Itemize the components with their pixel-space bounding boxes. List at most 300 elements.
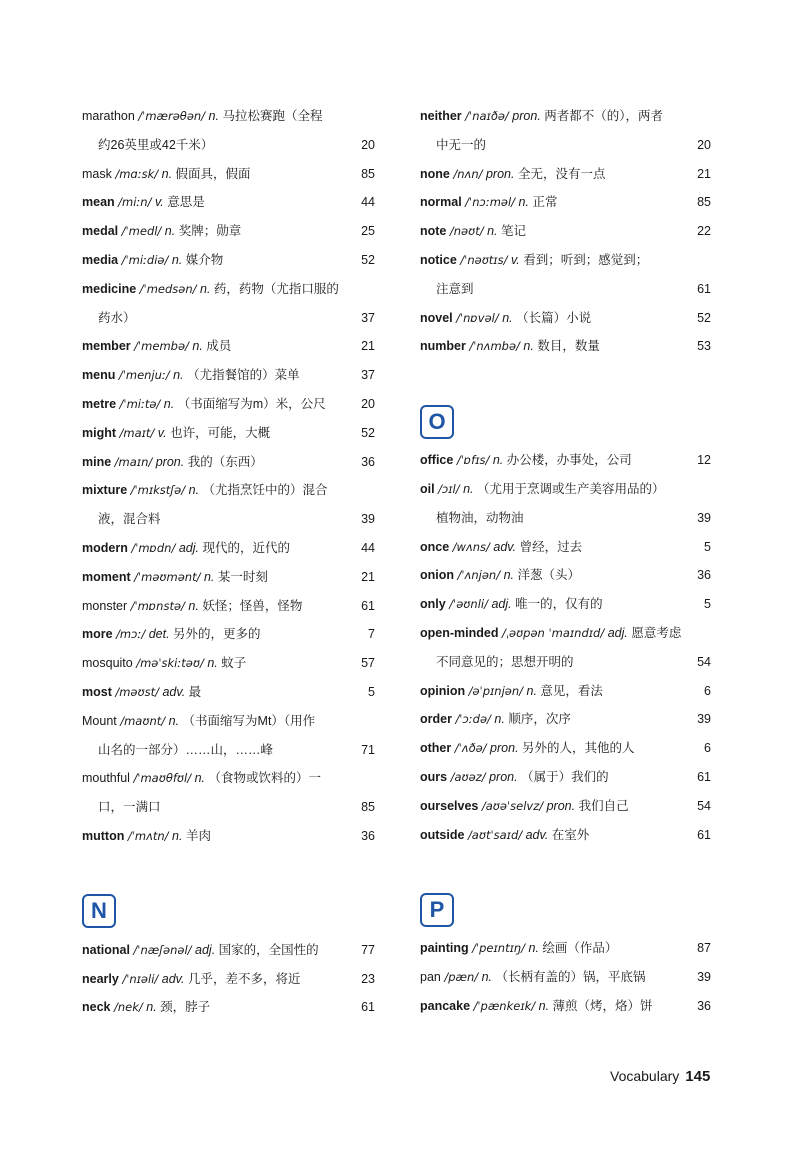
page-ref: 20 (361, 396, 375, 411)
definition: 愿意考虑 (631, 625, 681, 640)
vocab-entry (82, 476, 375, 505)
definition: （尤指烹饪中的）混合 (202, 483, 328, 498)
entry-text (82, 993, 345, 1022)
part-of-speech: pron. (155, 454, 185, 469)
page-ref: 36 (697, 998, 711, 1013)
headword: note (420, 224, 447, 239)
headword: menu (82, 368, 116, 383)
headword: onion (420, 568, 455, 583)
definition: 洋葱（头） (517, 568, 580, 583)
phonetic: /ˈnæʃənəl/ (133, 942, 192, 957)
headword: opinion (420, 683, 466, 698)
vocab-entry (82, 390, 375, 419)
vocab-entry (420, 792, 711, 821)
part-of-speech: n. (163, 396, 175, 411)
headword: none (420, 166, 450, 181)
headword: other (420, 741, 452, 756)
section-letter-box (420, 893, 454, 927)
phonetic: /miːn/ (118, 195, 152, 210)
right-column (420, 102, 711, 1021)
headword: mixture (82, 483, 128, 498)
phonetic: /aʊtˈsaɪd/ (467, 827, 523, 842)
headword: ourselves (420, 798, 479, 813)
part-of-speech: pron. (485, 166, 515, 181)
definition: 绘画（作品） (542, 941, 618, 956)
phonetic: /ˈmiːtə/ (119, 396, 161, 411)
entry-text (82, 188, 345, 217)
entry-text (420, 992, 681, 1021)
definition: 液，混合料 (98, 512, 161, 527)
phonetic: /əˈpɪnjən/ (468, 683, 524, 698)
headword: number (420, 339, 466, 354)
vocab-entry (420, 677, 711, 706)
entry-text (82, 534, 345, 563)
definition: （尤指餐馆的）菜单 (187, 368, 300, 383)
section-letter: O (428, 408, 446, 434)
page-ref: 44 (361, 540, 375, 555)
phonetic: /ˈmembə/ (134, 339, 189, 354)
vocab-entry (82, 217, 375, 246)
entry-text (98, 131, 345, 160)
entry-text (436, 275, 681, 304)
part-of-speech: adv. (162, 684, 186, 699)
phonetic: /ˈnɪəli/ (122, 971, 159, 986)
section-header (420, 391, 711, 446)
vocab-entry (420, 992, 711, 1021)
vocab-entry (82, 102, 375, 131)
entry-text (82, 217, 345, 246)
definition: 曾经，过去 (519, 539, 583, 554)
page-ref: 57 (361, 656, 375, 671)
entry-text (82, 390, 345, 419)
phonetic: /aʊəz/ (450, 769, 486, 784)
page-ref: 54 (697, 798, 711, 813)
section-spacer (82, 851, 375, 881)
vocab-entry (420, 734, 711, 763)
page-ref: 20 (697, 137, 711, 152)
entry-text (82, 822, 345, 851)
headword: mosquito (82, 656, 133, 671)
vocab-entry (420, 246, 711, 275)
vocab-entry (420, 160, 711, 189)
entry-continuation (420, 275, 711, 304)
definition: 在室外 (551, 827, 590, 842)
entry-continuation (420, 131, 711, 160)
part-of-speech: n. (168, 713, 180, 728)
phonetic: /ˈmʌtn/ (127, 828, 169, 843)
vocab-entry (82, 592, 375, 621)
entry-text (420, 619, 681, 648)
definition: 妖怪；怪兽，怪物 (202, 598, 303, 613)
phonetic: /məʊst/ (115, 684, 159, 699)
vocab-entry (420, 561, 711, 590)
vocab-entry (82, 534, 375, 563)
phonetic: /ˈnɔːməl/ (465, 195, 516, 210)
definition: （书面缩写为Mt）（用作 (182, 713, 316, 728)
page-ref: 25 (361, 224, 375, 239)
page-ref: 37 (361, 368, 375, 383)
headword: mask (82, 166, 112, 181)
definition: 羊肉 (185, 828, 211, 843)
phonetic: /ˈmedl/ (121, 224, 162, 239)
phonetic: /ˈnəʊtɪs/ (460, 252, 508, 267)
definition: （食物或饮料的）一 (208, 771, 322, 786)
footer-label: Vocabulary (610, 1068, 680, 1084)
entry-text (82, 649, 345, 678)
headword: normal (420, 195, 462, 210)
vocab-entry (82, 275, 375, 304)
entry-text (82, 332, 345, 361)
entry-text (82, 592, 345, 621)
page-ref: 36 (361, 828, 375, 843)
page-ref: 85 (697, 195, 711, 210)
vocab-entry (82, 936, 375, 965)
page-ref: 5 (704, 539, 711, 554)
definition: 约26英里或42千米） (98, 137, 214, 152)
headword: order (420, 712, 452, 727)
headword: moment (82, 569, 131, 584)
part-of-speech: adj. (178, 540, 199, 555)
definition: 植物油，动物油 (436, 510, 524, 525)
definition: （书面缩写为m）米，公尺 (177, 396, 326, 411)
vocab-entry (420, 705, 711, 734)
headword: ours (420, 769, 448, 784)
section-letter: N (91, 898, 107, 924)
vocab-entry (82, 361, 375, 390)
part-of-speech: pron. (546, 798, 576, 813)
vocab-entry (82, 678, 375, 707)
part-of-speech: n. (492, 453, 504, 468)
definition: 我的（东西） (187, 454, 263, 469)
entry-text (98, 793, 345, 822)
vocab-entry (420, 332, 711, 361)
definition: 看到；听到；感觉到； (523, 252, 649, 267)
vocab-entry (82, 188, 375, 217)
entry-text (98, 505, 345, 534)
definition: 意思是 (167, 195, 205, 210)
entry-text (420, 533, 681, 562)
part-of-speech: n. (200, 281, 211, 296)
entry-text (82, 102, 345, 131)
headword: mean (82, 195, 115, 210)
page-ref: 77 (361, 942, 375, 957)
part-of-speech: n. (146, 1000, 157, 1015)
phonetic: /ˈnʌmbə/ (469, 339, 520, 354)
definition: 两者都不（的），两者 (544, 109, 664, 123)
section-header (420, 879, 711, 934)
part-of-speech: n. (203, 569, 215, 584)
part-of-speech: n. (194, 771, 206, 786)
part-of-speech: v. (510, 252, 520, 267)
part-of-speech: v. (157, 425, 167, 440)
phonetic: /maɪn/ (114, 454, 153, 469)
vocab-entry (420, 619, 711, 648)
entry-text (420, 188, 681, 217)
vocab-entry (82, 993, 375, 1022)
phonetic: /ɔɪl/ (438, 481, 460, 496)
definition: 办公楼，办事处，公司 (506, 453, 632, 468)
entry-text (82, 275, 345, 304)
entry-text (82, 361, 345, 390)
page-ref: 85 (361, 800, 375, 815)
definition: 马拉松赛跑（全程 (222, 109, 323, 123)
entry-text (82, 764, 345, 793)
phonetic: /ˈnɒvəl/ (456, 310, 499, 325)
headword: notice (420, 252, 457, 267)
page-ref: 6 (704, 741, 711, 756)
phonetic: /ˈɔːdə/ (455, 712, 491, 727)
headword: only (420, 597, 446, 612)
definition: 意见，看法 (540, 683, 603, 698)
page-ref: 71 (361, 742, 375, 757)
entry-text (82, 678, 345, 707)
phonetic: /maɪt/ (119, 425, 155, 440)
definition: 另外的人，其他的人 (522, 741, 635, 756)
page-ref: 85 (361, 166, 375, 181)
vocab-entry (82, 965, 375, 994)
phonetic: /ˈʌðə/ (454, 741, 487, 756)
definition: 药水） (98, 310, 136, 325)
part-of-speech: n. (164, 224, 176, 239)
vocab-entry (82, 332, 375, 361)
part-of-speech: n. (192, 339, 203, 354)
definition: 数目，数量 (537, 339, 600, 354)
definition: （长柄有盖的）锅，平底锅 (495, 970, 646, 985)
entry-continuation (82, 505, 375, 534)
vocab-entry (420, 304, 711, 333)
vocab-entry (420, 188, 711, 217)
part-of-speech: n. (502, 310, 513, 325)
entry-text (82, 160, 345, 189)
headword: novel (420, 310, 453, 325)
page-ref: 44 (361, 195, 375, 210)
definition: 国家的，全国性的 (218, 942, 319, 957)
part-of-speech: n. (161, 166, 173, 181)
definition: 药，药物（尤指口服的 (213, 281, 339, 296)
vocab-entry (420, 533, 711, 562)
headword: modern (82, 540, 128, 555)
section-spacer (420, 361, 711, 391)
definition: 现代的，近代的 (202, 540, 290, 555)
page-ref: 5 (368, 684, 375, 699)
section-spacer (420, 849, 711, 879)
entry-text (420, 561, 681, 590)
part-of-speech: n. (207, 656, 218, 671)
entry-continuation (420, 648, 711, 677)
phonetic: /ˌəʊpən ˈmaɪndɪd/ (501, 625, 605, 640)
entry-text (420, 821, 681, 850)
definition: 最 (188, 684, 202, 699)
definition: 我们自己 (578, 798, 629, 813)
entry-text (420, 734, 681, 763)
part-of-speech: pron. (512, 109, 541, 123)
section-letter: P (429, 896, 445, 922)
headword: oil (420, 481, 435, 496)
entry-text (420, 475, 681, 504)
entry-text (420, 934, 681, 963)
headword: national (82, 942, 130, 957)
phonetic: /ˈɒfɪs/ (456, 453, 490, 468)
part-of-speech: det. (148, 627, 170, 642)
entry-continuation (82, 736, 375, 765)
page-ref: 61 (697, 769, 711, 784)
vocab-entry (420, 821, 711, 850)
definition: 媒介物 (185, 252, 224, 267)
vocab-entry (82, 448, 375, 477)
vocab-entry (420, 102, 711, 131)
definition: 薄煎（烤，烙）饼 (552, 998, 653, 1013)
definition: 颈，脖子 (160, 1000, 211, 1015)
headword: metre (82, 396, 117, 411)
page-ref: 61 (361, 1000, 375, 1015)
page-ref: 6 (704, 683, 711, 698)
definition: 蚊子 (221, 656, 247, 671)
phonetic: /ˈmenjuː/ (118, 368, 170, 383)
headword: once (420, 539, 450, 554)
definition: 唯一的，仅有的 (515, 597, 603, 612)
headword: most (82, 684, 112, 699)
page-ref: 52 (697, 310, 711, 325)
definition: 中无一的 (436, 137, 487, 152)
phonetic: /ˈmiːdiə/ (121, 252, 169, 267)
part-of-speech: adv. (161, 971, 185, 986)
entry-text (98, 304, 345, 333)
part-of-speech: n. (538, 998, 550, 1013)
definition: 全无，没有一点 (517, 166, 606, 181)
headword: monster (82, 598, 128, 613)
headword: member (82, 339, 131, 354)
phonetic: /nəʊt/ (449, 224, 484, 239)
page-ref: 21 (361, 339, 375, 354)
page-ref: 7 (368, 627, 375, 642)
section-letter-box (420, 405, 454, 439)
part-of-speech: n. (528, 941, 539, 956)
entry-text (420, 677, 681, 706)
vocab-entry (82, 649, 375, 678)
headword: pan (420, 970, 441, 985)
phonetic: /ˈəʊnli/ (449, 597, 488, 612)
phonetic: /nek/ (113, 1000, 143, 1015)
vocab-entry (420, 934, 711, 963)
phonetic: /ˈmɪkstʃə/ (130, 483, 186, 498)
part-of-speech: n. (173, 368, 184, 383)
headword: medicine (82, 281, 137, 296)
part-of-speech: n. (463, 481, 474, 496)
headword: marathon (82, 109, 135, 123)
phonetic: /ˈpeɪntɪŋ/ (472, 941, 526, 956)
vocab-entry (420, 963, 711, 992)
page-ref: 36 (361, 454, 375, 469)
phonetic: /ˈʌnjən/ (457, 568, 501, 583)
part-of-speech: adj. (607, 625, 628, 640)
part-of-speech: pron. (490, 741, 519, 756)
headword: media (82, 252, 119, 267)
vocab-entry (82, 707, 375, 736)
entry-text (420, 963, 681, 992)
part-of-speech: n. (487, 224, 498, 239)
vocab-entry (420, 475, 711, 504)
page-ref: 21 (697, 166, 711, 181)
entry-continuation (82, 793, 375, 822)
phonetic: /mɔː/ (116, 627, 146, 642)
vocab-entry (420, 590, 711, 619)
part-of-speech: adv. (525, 827, 549, 842)
entry-text (420, 705, 681, 734)
entry-text (420, 446, 681, 475)
definition: （尤用于烹调或生产美容用品的） (477, 481, 665, 496)
entry-continuation (82, 304, 375, 333)
vocab-entry (82, 160, 375, 189)
headword: medal (82, 224, 119, 239)
definition: 正常 (532, 195, 558, 210)
entry-text (82, 620, 345, 649)
page-ref: 61 (361, 598, 375, 613)
part-of-speech: n. (503, 568, 514, 583)
definition: 注意到 (436, 281, 474, 296)
entry-text (82, 419, 345, 448)
page-ref: 12 (697, 453, 711, 468)
phonetic: /ˈmærəθən/ (138, 109, 206, 123)
headword: more (82, 627, 113, 642)
vocab-entry (420, 217, 711, 246)
headword: neither (420, 109, 462, 123)
page-footer (610, 1068, 710, 1085)
page-ref: 54 (697, 654, 711, 669)
page-ref: 39 (697, 510, 711, 525)
part-of-speech: n. (188, 598, 199, 613)
entry-text (420, 304, 681, 333)
entry-text (420, 590, 681, 619)
page-ref: 37 (361, 310, 375, 325)
page-ref: 39 (361, 512, 375, 527)
headword: mutton (82, 828, 125, 843)
entry-text (82, 448, 345, 477)
phonetic: /məˈskiːtəʊ/ (136, 656, 204, 671)
part-of-speech: n. (518, 195, 529, 210)
part-of-speech: adj. (195, 942, 216, 957)
headword: mouthful (82, 771, 130, 786)
vocab-entry (82, 822, 375, 851)
definition: 口，一满口 (98, 800, 161, 815)
headword: outside (420, 827, 465, 842)
phonetic: /ˈpænkeɪk/ (473, 998, 536, 1013)
vocab-entry (420, 446, 711, 475)
part-of-speech: pron. (489, 769, 518, 784)
page-number: 145 (685, 1068, 711, 1085)
entry-text (82, 476, 345, 505)
part-of-speech: v. (154, 195, 164, 210)
vocab-entry (82, 764, 375, 793)
entry-text (82, 707, 345, 736)
headword: painting (420, 941, 469, 956)
entry-text (436, 131, 681, 160)
page-ref: 22 (697, 224, 711, 239)
definition: 成员 (206, 339, 232, 354)
phonetic: /ˈməʊmənt/ (134, 569, 201, 584)
entry-text (82, 965, 345, 994)
page-ref: 21 (361, 569, 375, 584)
page-ref: 39 (697, 712, 711, 727)
page-ref: 52 (361, 252, 375, 267)
page-ref: 61 (697, 827, 711, 842)
part-of-speech: n. (481, 970, 493, 985)
part-of-speech: n. (526, 683, 537, 698)
left-column (82, 102, 375, 1022)
phonetic: /ˈmɒdn/ (131, 540, 176, 555)
page-ref: 39 (697, 970, 711, 985)
page-ref: 53 (697, 339, 711, 354)
vocab-entry (82, 246, 375, 275)
